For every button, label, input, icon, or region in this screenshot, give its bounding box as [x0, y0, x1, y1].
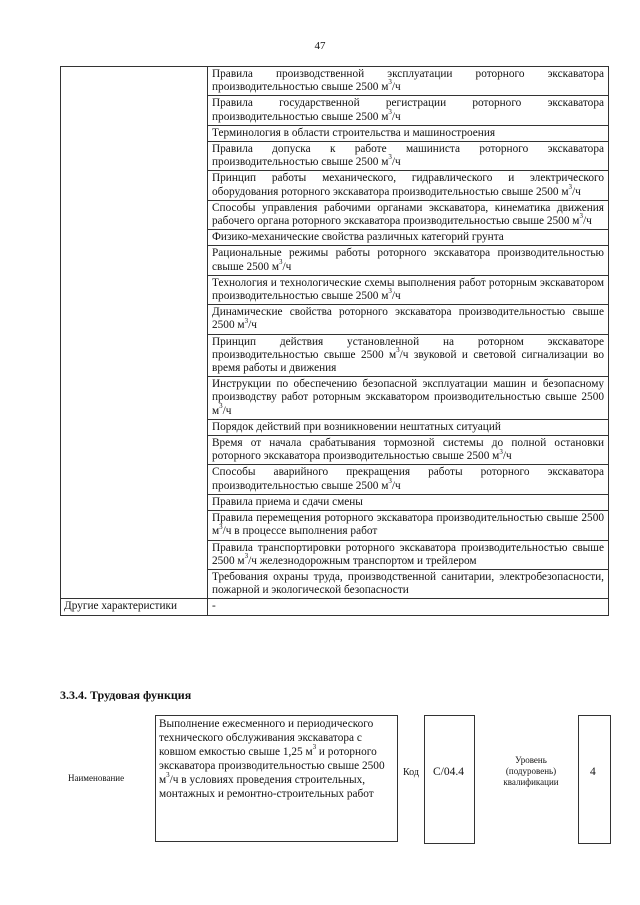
code-box: [424, 715, 475, 844]
level-box: [578, 715, 611, 844]
row-text: Правила перемещения роторного экскаватора производительностью свыше 2500 $м^3/ч$ в процессе выполнения работ: [208, 511, 609, 540]
row-text: Время от начала срабатывания тормозной системы до полной остановки роторного экскаватора производительностью свыше 2500 $м^3/ч$: [208, 436, 609, 465]
row-text: -: [208, 599, 609, 615]
row-label-other: Другие характеристики: [61, 599, 208, 615]
row-text: Способы управления рабочими органами экскаватора, кинематика движения рабочего органа роторного экскаватора производительностью свыше 2500 $м^3/ч$: [208, 200, 609, 229]
row-text: Рациональные режимы работы роторного экскаватора производительностью свыше 2500 $м^3/ч$: [208, 246, 609, 275]
row-text: Правила приема и сдачи смены: [208, 494, 609, 510]
code-label: Код: [403, 767, 419, 778]
knowledge-table: [60, 66, 609, 616]
code-value: C/04.4: [433, 766, 464, 778]
function-name-box: Выполнение ежесменного и периодического технического обслуживания экскаватора с ковшом емкостью свыше 1,25 $м^3$ и роторного экскаватора производительностью свыше 2500 $м^3/ч$ в условиях проведения строительных, монтажных и ремонтно-строительных работ: [155, 715, 398, 842]
row-text: Динамические свойства роторного экскаватора производительностью свыше 2500 $м^3/ч$: [208, 305, 609, 334]
row-text: Требования охраны труда, производственной санитарии, электробезопасности, пожарной и экологической безопасности: [208, 569, 609, 598]
level-value: 4: [590, 766, 596, 778]
row-text: Способы аварийного прекращения работы роторного экскаватора производительностью свыше 2500 $м^3/ч$: [208, 465, 609, 494]
name-label: Наименование: [68, 773, 125, 783]
row-text: Правила государственной регистрации роторного экскаватора производительностью свыше 2500 $м^3/ч$: [208, 96, 609, 125]
page-number: 47: [314, 40, 326, 52]
row-label-empty: [61, 67, 208, 599]
row-text: Принцип действия установленной на роторном экскаваторе производительностью свыше 2500 $м^3/ч$ звуковой и световой сигнализации во время работы и движения: [208, 334, 609, 377]
row-text: Правила транспортировки роторного экскаватора производительностью свыше 2500 $м^3/ч$ железнодорожным транспортом и трейлером: [208, 540, 609, 569]
row-text: Инструкции по обеспечению безопасной эксплуатации машин и безопасному производству работ роторным экскаватором производительностью свыше 2500 $м^3/ч$: [208, 377, 609, 420]
row-text: Правила производственной эксплуатации роторного экскаватора производительностью свыше 2500 $м^3/ч$: [208, 67, 609, 96]
row-text: Правила допуска к работе машиниста роторного экскаватора производительностью свыше 2500 $м^3/ч$: [208, 142, 609, 171]
row-text: Порядок действий при возникновении нештатных ситуаций: [208, 419, 609, 435]
table-row: [61, 599, 609, 615]
level-label: Уровень (подуровень) квалификации: [503, 755, 559, 787]
section-title: 3.3.4. Трудовая функция: [60, 688, 192, 702]
row-text: Терминология в области строительства и машиностроения: [208, 125, 609, 141]
row-text: Принцип работы механического, гидравлического и электрического оборудования роторного экскаватора производительностью свыше 2500 $м^3/ч$: [208, 171, 609, 200]
table-row: [61, 67, 609, 96]
row-text: Физико-механические свойства различных категорий грунта: [208, 230, 609, 246]
row-text: Технология и технологические схемы выполнения работ роторным экскаватором производительностью свыше 2500 $м^3/ч$: [208, 275, 609, 304]
